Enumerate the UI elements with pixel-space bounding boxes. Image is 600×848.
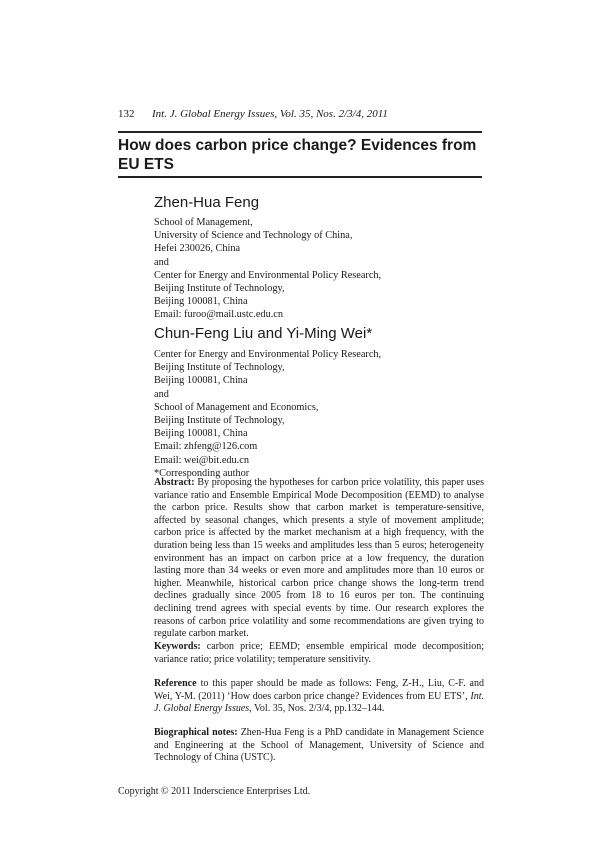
affiliation-line: Beijing 100081, China [154, 428, 248, 440]
paper-title: How does carbon price change? Evidences from EU ETS [118, 137, 477, 173]
corresponding-author-note: *Corresponding author [154, 467, 250, 479]
reference-journal: Int. J. Global Energy Issues [154, 690, 484, 715]
affiliation-line: and [154, 256, 169, 268]
abstract-label: Abstract: [154, 477, 195, 488]
page-number: 132 [118, 108, 135, 120]
affiliation-line: Center for Energy and Environmental Policy Research, [154, 349, 382, 360]
reference-text: to this paper should be made as follows: Feng, Z-H., Liu, C-F. and Wei, Y-M. (2011) ‘How does carbon price change? Evidences from EU ETS’, [154, 678, 485, 702]
bio-text: Zhen-Hua Feng is a PhD candidate in Management Science and Engineering at the School of Management, University of Science and Technology of China (USTC). [154, 727, 484, 764]
abstract-text: By proposing the hypotheses for carbon price volatility, this paper uses variance ratio and Ensemble Empirical Mode Decomposition (EEMD) to analyse the carbon price. Results show that carbon market is temperature-sensitive, affected by seasonal changes, which presents a style of movement amplitude; carbon price is affected by the market mechanism at a high frequency, with the duration being less than 15 weeks and amplitudes less than 5 euros; heterogeneity environment has an impact on carbon price at a low frequency, the duration lasting more than 34 weeks or even more and amplitudes more than 10 euros or higher. Meanwhile, historical carbon price change shows the long-term trend declines gradually since 2005 from 18 to 16 euros per ton. The continuing declining trend agrees with special events by time. Our research explores the reasons of carbon price volatility and some recommendations are given trying to regulate carbon market. [154, 477, 485, 640]
abstract [154, 477, 484, 641]
affiliation-line: University of Science and Technology of China, [154, 230, 353, 242]
affiliation-line: School of Management and Economics, [154, 401, 319, 413]
title-rule-bottom [118, 176, 482, 178]
title-rule-top [118, 131, 482, 133]
author-affiliation-2 [154, 348, 484, 480]
affiliation-line: Hefei 230026, China [154, 243, 241, 255]
affiliation-email: Email: furoo@mail.ustc.edu.cn [154, 309, 284, 321]
bio-label: Biographical notes: [154, 727, 238, 738]
reference-label: Reference [154, 678, 197, 689]
keywords-label: Keywords: [154, 641, 201, 652]
author-affiliation-1 [154, 216, 484, 322]
copyright-notice: Copyright © 2011 Inderscience Enterprises Ltd. [118, 786, 311, 797]
affiliation-email: Email: wei@bit.edu.cn [154, 454, 249, 466]
affiliation-line: Beijing Institute of Technology, [154, 283, 285, 295]
reference-details: , Vol. 35, Nos. 2/3/4, pp.132–144. [249, 703, 385, 715]
author-name-2: Chun-Feng Liu and Yi-Ming Wei* [154, 325, 373, 342]
journal-citation: Int. J. Global Energy Issues, Vol. 35, Nos. 2/3/4, 2011 [152, 108, 388, 120]
author-name-1: Zhen-Hua Feng [154, 194, 260, 211]
affiliation-line: Beijing Institute of Technology, [154, 415, 285, 427]
running-header [118, 108, 482, 120]
affiliation-line: School of Management, [154, 217, 253, 228]
affiliation-line: Beijing 100081, China [154, 296, 248, 308]
keywords-text: carbon price; EEMD; ensemble empirical mode decomposition; variance ratio; price volatility; temperature sensitivity. [154, 641, 484, 665]
reference [154, 678, 484, 716]
affiliation-line: Center for Energy and Environmental Policy Research, [154, 269, 382, 281]
affiliation-line: and [154, 388, 169, 400]
affiliation-line: Beijing Institute of Technology, [154, 362, 285, 374]
biographical-notes [154, 727, 484, 765]
affiliation-line: Beijing 100081, China [154, 375, 248, 387]
affiliation-email: Email: zhfeng@126.com [154, 441, 258, 453]
keywords [154, 641, 484, 666]
